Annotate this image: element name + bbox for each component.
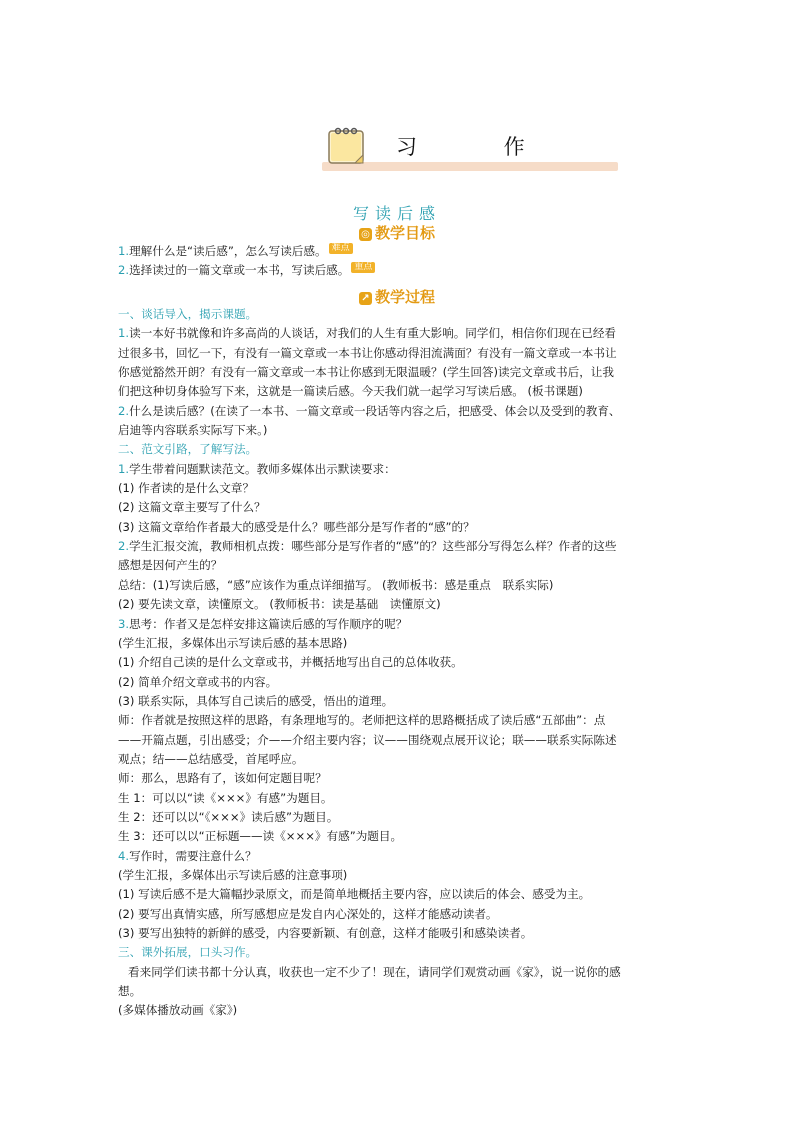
text-line: 你感觉豁然开朗？有没有一篇文章或一本书让你感到无限温暖？(学生回答)读完文章或书后，让我 [118,365,614,380]
text-line: (2) 要写出真情实感，所写感想应是发自内心深处的，这样才能感动读者。 [118,906,498,921]
text-line: 想。 [118,984,142,999]
text-line: (1) 作者读的是什么文章？ [118,481,255,496]
difficulty-tag: 难点 [329,243,353,254]
process-icon: ↗ [359,292,372,305]
text-line: (2) 简单介绍文章或书的内容。 [118,674,278,689]
text-line: 2.学生汇报交流，教师相机点拨：哪些部分是写作者的“感”的？这些部分写得怎么样？作者的这些 [118,539,617,554]
target-icon: ◎ [359,228,372,241]
process-heading: ↗ 教学过程 [0,286,794,307]
text-line: (3) 要写出独特的新鲜的感受，内容要新颖、有创意，这样才能吸引和感染读者。 [118,926,533,940]
text-line: (2) 这篇文章主要写了什么？ [118,500,266,515]
goal-item: 1.理解什么是“读后感”，怎么写读后感。 难点 [118,242,678,261]
text-line: 4.写作时，需要注意什么？ [118,848,257,863]
text-line: 1.学生带着问题默读范文。教师多媒体出示默读要求： [118,461,396,476]
text-line: 生 2：还可以以“《×××》读后感”为题目。 [118,809,339,824]
text-line: (3) 联系实际，具体写自己读后的感受，悟出的道理。 [118,693,394,708]
text-line: 总结：(1)写读后感，“感”应该作为重点详细描写。 (教师板书：感是重点 联系实际) [118,577,554,592]
text-line: (学生汇报，多媒体出示写读后感的基本思路) [118,635,348,650]
text-line: 师：那么，思路有了，该如何定题目呢？ [118,771,327,786]
text-line: 启迪等内容联系实际写下来。) [118,423,268,438]
header-title: 习 作 [396,135,565,159]
text-line: 看来同学们读书都十分认真，收获也一定不少了！现在，请同学们观赏动画《家》，说一说你的感 [128,964,621,979]
goal-item: 2.选择读过的一篇文章或一本书，写读后感。 重点 [118,261,678,280]
text-line: (3) 这篇文章给作者最大的感受是什么？哪些部分是写作者的“感”的？ [118,519,475,534]
process-body [118,305,678,1021]
notepad-icon [326,125,368,167]
section-subheading: 三、课外拓展，口头习作。 [118,945,258,960]
text-line: 观点；结——总结感受，首尾呼应。 [118,751,304,766]
key-point-tag: 重点 [351,262,375,273]
section-subheading: 一、谈话导入，揭示课题。 [118,307,258,321]
lesson-title: 写读后感 [352,204,441,223]
text-line: 3.思考：作者又是怎样安排这篇读后感的写作顺序的呢？ [118,616,408,631]
text-line: ——开篇点题，引出感受；介——介绍主要内容；议——围绕观点展开议论；联——联系实际陈述 [118,732,617,747]
text-line: (1) 写读后感不是大篇幅抄录原文，而是简单地概括主要内容，应以读后的体会、感受为主。 [118,887,591,902]
text-line: 师：作者就是按照这样的思路，有条理地写的。老师把这样的思路概括成了读后感“五部曲”：点 [118,713,606,728]
text-line: (学生汇报，多媒体出示写读后感的注意事项) [118,867,348,882]
text-line: 生 1：可以以“读《×××》有感”为题目。 [118,790,333,805]
text-line: 过很多书，回忆一下，有没有一篇文章或一本书让你感动得泪流满面？有没有一篇文章或一本书让 [118,345,617,360]
text-line: 1.读一本好书就像和许多高尚的人谈话，对我们的人生有重大影响。同学们，相信你们现在已经看 [118,326,617,341]
text-line: (2) 要先读文章，读懂原文。 (教师板书：读是基础 读懂原文) [118,597,441,612]
text-line: 感想是因何产生的？ [118,558,223,573]
goals-heading: ◎ 教学目标 [0,222,794,243]
text-line: 生 3：还可以以“正标题——读《×××》有感”为题目。 [118,829,403,844]
text-line: (1) 介绍自己读的是什么文章或书，并概括地写出自己的总体收获。 [118,655,463,670]
goals-list [118,242,678,281]
text-line: (多媒体播放动画《家》) [118,1003,238,1018]
text-line: 2.什么是读后感？(在读了一本书、一篇文章或一段话等内容之后，把感受、体会以及受到的教育、 [118,403,621,418]
page-header [322,123,618,171]
section-subheading: 二、范文引路，了解写法。 [118,442,258,457]
text-line: 们把这种切身体验写下来，这就是一篇读后感。今天我们就一起学习写读后感。 (板书课题) [118,384,583,399]
